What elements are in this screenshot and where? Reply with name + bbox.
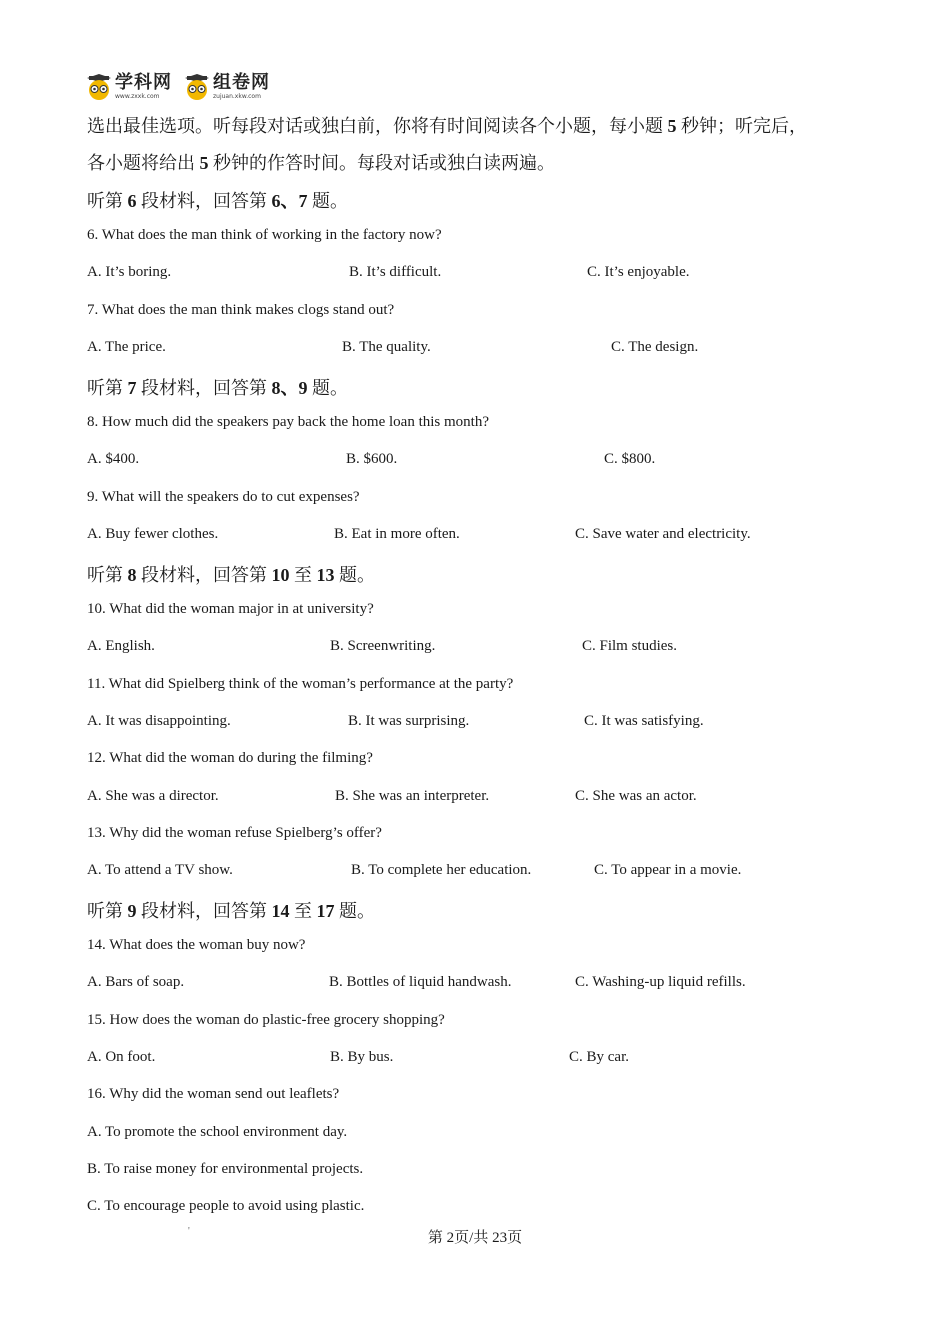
section-text: 段材料，回答第 bbox=[136, 901, 272, 921]
option-c: C. Save water and electricity. bbox=[575, 526, 751, 542]
intro-line-2 bbox=[87, 149, 555, 175]
option-b: B. Eat in more often. bbox=[334, 526, 460, 542]
section-text: 题。 bbox=[334, 565, 375, 585]
section-number: 8 bbox=[127, 565, 137, 585]
option-b: B. The quality. bbox=[342, 339, 431, 355]
intro-text: 秒钟的作答时间。每段对话或独白读两遍。 bbox=[208, 153, 555, 173]
option-a: A. She was a director. bbox=[87, 788, 219, 804]
option-b: B. She was an interpreter. bbox=[335, 788, 490, 804]
section-question-range: 8、9 bbox=[271, 378, 308, 398]
option-c: C. She was an actor. bbox=[575, 788, 697, 804]
question-13: 13. Why did the woman refuse Spielberg’s offer? bbox=[87, 825, 382, 841]
section-question-range: 14 bbox=[271, 901, 290, 921]
option-a: A. It was disappointing. bbox=[87, 713, 231, 729]
question-16: 16. Why did the woman send out leaflets? bbox=[87, 1086, 340, 1102]
option-b: B. To raise money for environmental projects. bbox=[87, 1161, 364, 1177]
option-b: B. Screenwriting. bbox=[330, 638, 436, 654]
intro-text: 各小题将给出 bbox=[87, 153, 200, 173]
question-12: 12. What did the woman do during the filming? bbox=[87, 750, 373, 766]
owl-mascot-icon bbox=[86, 74, 112, 100]
logo-xuekewang bbox=[86, 74, 172, 100]
option-b: B. It was surprising. bbox=[348, 713, 470, 729]
section-text: 段材料，回答第 bbox=[136, 191, 272, 211]
intro-text: 选出最佳选项。听每段对话或独白前，你将有时间阅读各个小题，每小题 bbox=[87, 116, 668, 136]
option-a: A. On foot. bbox=[87, 1049, 156, 1065]
option-c: C. To encourage people to avoid using plastic. bbox=[87, 1198, 365, 1214]
logo-name: 学科网 bbox=[115, 72, 172, 93]
option-b: B. To complete her education. bbox=[351, 862, 532, 878]
option-a: A. It’s boring. bbox=[87, 264, 172, 280]
option-a: A. Buy fewer clothes. bbox=[87, 526, 219, 542]
option-a: A. English. bbox=[87, 638, 155, 654]
question-6: 6. What does the man think of working in the factory now? bbox=[87, 227, 442, 243]
option-a: A. $400. bbox=[87, 451, 140, 467]
section-text: 听第 bbox=[87, 901, 128, 921]
question-7: 7. What does the man think makes clogs stand out? bbox=[87, 302, 395, 318]
section-text: 题。 bbox=[307, 191, 348, 211]
option-c: C. Washing-up liquid refills. bbox=[575, 974, 746, 990]
option-b: B. $600. bbox=[346, 451, 398, 467]
intro-number: 5 bbox=[667, 116, 677, 136]
section-number: 9 bbox=[127, 901, 137, 921]
option-c: C. By car. bbox=[569, 1049, 629, 1065]
option-a: A. The price. bbox=[87, 339, 166, 355]
section-text: 至 bbox=[289, 901, 317, 921]
option-c: C. It was satisfying. bbox=[584, 713, 704, 729]
section-question-range: 6、7 bbox=[271, 191, 308, 211]
logo-name: 组卷网 bbox=[213, 72, 270, 93]
section-text: 听第 bbox=[87, 191, 128, 211]
question-15: 15. How does the woman do plastic-free grocery shopping? bbox=[87, 1012, 445, 1028]
intro-line-1 bbox=[87, 112, 807, 138]
question-11: 11. What did Spielberg think of the woman’s performance at the party? bbox=[87, 676, 514, 692]
stray-mark: ' bbox=[188, 1226, 190, 1237]
section-number: 7 bbox=[127, 378, 137, 398]
section-question-range: 13 bbox=[316, 565, 335, 585]
option-a: A. Bars of soap. bbox=[87, 974, 185, 990]
section-heading bbox=[87, 897, 375, 923]
owl-mascot-icon bbox=[184, 74, 210, 100]
intro-text: 秒钟；听完后， bbox=[676, 116, 807, 136]
header-logos bbox=[86, 70, 282, 104]
section-heading bbox=[87, 187, 348, 213]
section-text: 题。 bbox=[334, 901, 375, 921]
option-b: B. Bottles of liquid handwash. bbox=[329, 974, 512, 990]
question-9: 9. What will the speakers do to cut expenses? bbox=[87, 489, 360, 505]
option-c: C. To appear in a movie. bbox=[594, 862, 742, 878]
section-heading bbox=[87, 374, 348, 400]
logo-url: www.zxxk.com bbox=[115, 93, 160, 100]
option-c: C. The design. bbox=[611, 339, 699, 355]
section-text: 至 bbox=[289, 565, 317, 585]
section-text: 段材料，回答第 bbox=[136, 378, 272, 398]
section-question-range: 10 bbox=[271, 565, 290, 585]
section-text: 题。 bbox=[307, 378, 348, 398]
page-number: 第 2页/共 23页 bbox=[427, 1230, 523, 1246]
logo-url: zujuan.xkw.com bbox=[213, 93, 261, 100]
question-14: 14. What does the woman buy now? bbox=[87, 937, 306, 953]
option-b: B. By bus. bbox=[330, 1049, 394, 1065]
question-8: 8. How much did the speakers pay back the home loan this month? bbox=[87, 414, 489, 430]
question-10: 10. What did the woman major in at university? bbox=[87, 601, 374, 617]
section-heading bbox=[87, 561, 375, 587]
option-b: B. It’s difficult. bbox=[349, 264, 442, 280]
section-text: 段材料，回答第 bbox=[136, 565, 272, 585]
option-a: A. To promote the school environment day. bbox=[87, 1124, 348, 1140]
logo-zujuanwang bbox=[184, 74, 270, 100]
section-text: 听第 bbox=[87, 565, 128, 585]
option-c: C. It’s enjoyable. bbox=[587, 264, 690, 280]
intro-number: 5 bbox=[199, 153, 209, 173]
section-number: 6 bbox=[127, 191, 137, 211]
option-a: A. To attend a TV show. bbox=[87, 862, 233, 878]
section-question-range: 17 bbox=[316, 901, 335, 921]
section-text: 听第 bbox=[87, 378, 128, 398]
option-c: C. $800. bbox=[604, 451, 656, 467]
option-c: C. Film studies. bbox=[582, 638, 678, 654]
